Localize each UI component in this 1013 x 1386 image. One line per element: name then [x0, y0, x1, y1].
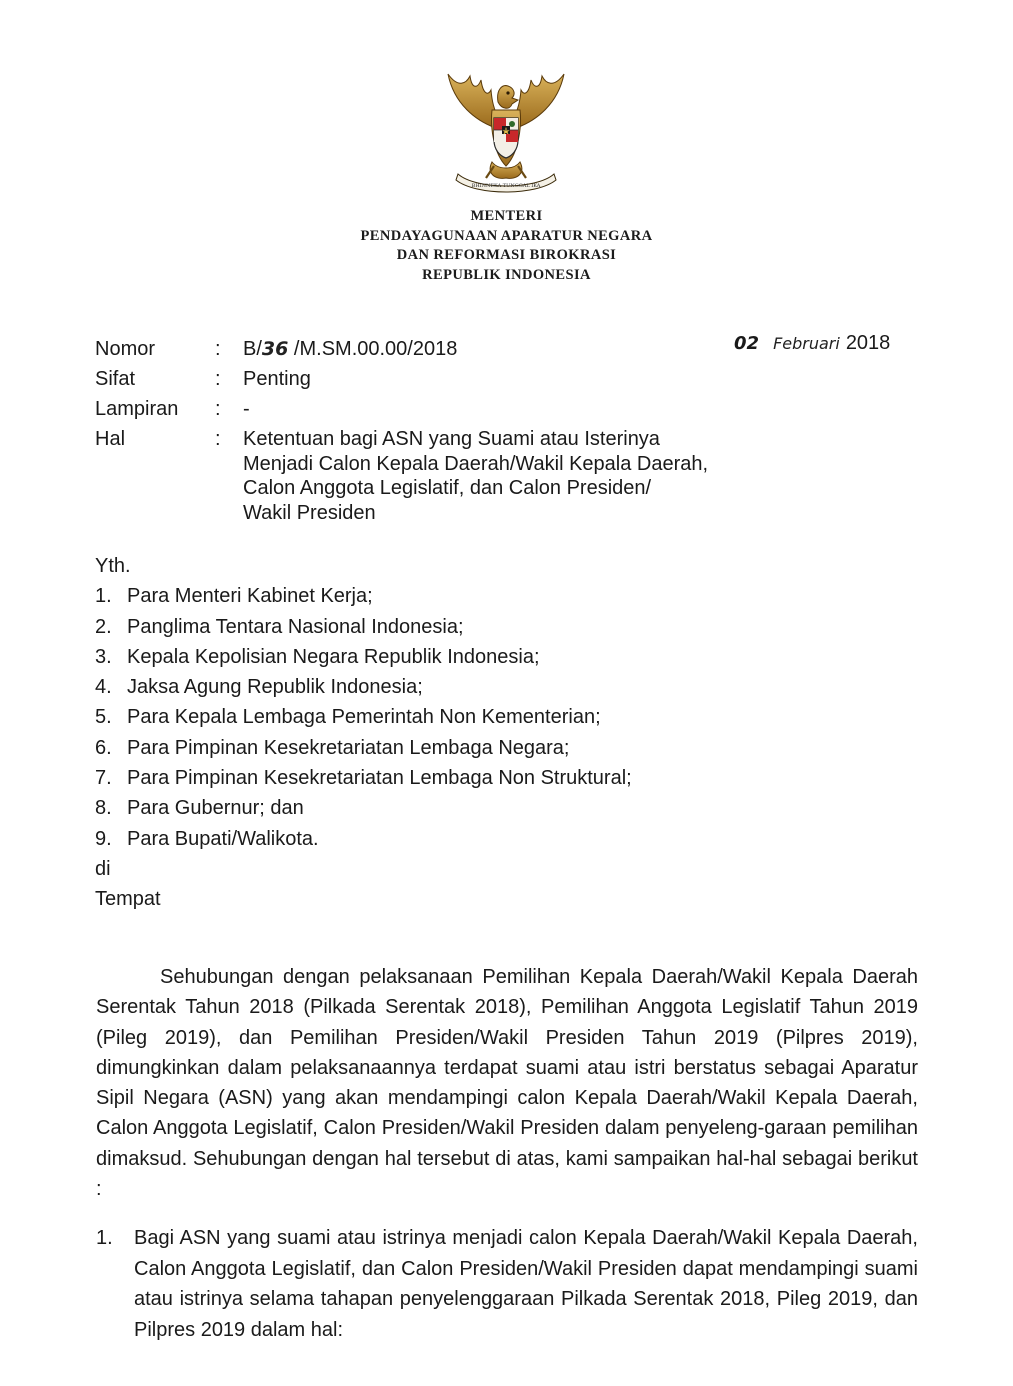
hal-line-4: Wakil Presiden [243, 501, 376, 524]
recipient-text: Para Kepala Lembaga Pemerintah Non Kementerian; [127, 706, 601, 729]
recipient-text: Para Gubernur; dan [127, 797, 304, 820]
meta-hal-colon: : [215, 428, 221, 450]
garuda-emblem-icon [436, 66, 576, 196]
meta-sifat-label: Sifat [95, 368, 136, 390]
recipient-text: Para Menteri Kabinet Kerja; [127, 585, 373, 608]
list-item [95, 824, 632, 854]
recipient-num: 7. [95, 767, 112, 790]
recipient-num: 9. [95, 827, 112, 850]
recipient-num: 3. [95, 645, 112, 668]
letter-meta [95, 334, 763, 525]
letterhead-line-4: REPUBLIK INDONESIA [422, 266, 591, 283]
recipient-text: Para Bupati/Walikota. [127, 827, 319, 850]
salutation: Yth. [95, 555, 131, 577]
recipients [95, 551, 632, 915]
meta-sifat [95, 364, 763, 394]
body-paragraph: Sehubungan dengan pelaksanaan Pemilihan Kepala Daerah/Wakil Kepala Daerah Serentak Tahun 2018 (Pilkada Serentak 2018), Pemilihan Anggota Legislatif Tahun 2019 (Pileg 2019), dan Pemilihan Presiden/Wakil Presiden Tahun 2019 (Pilpres 2019), dimungkinkan dalam pelaksanaannya terdapat suami atau istri berstatus sebagai Aparatur Sipil Negara (ASN) yang akan mendampingi calon Kepala Daerah/Wakil Kepala Daerah, Calon Anggota Legislatif, Calon Presiden/Wakil Presiden dalam penyeleng-garaan pemilihan dimaksud. Sehubungan dengan hal tersebut di atas, kami sampaikan hal-hal sebagai berikut : [96, 966, 918, 1201]
recipient-text: Kepala Kepolisian Negara Republik Indonesia; [127, 645, 540, 668]
meta-nomor-colon: : [215, 338, 221, 360]
nomor-suffix: /M.SM.00.00/2018 [288, 338, 458, 360]
meta-nomor-value [243, 334, 763, 364]
nomor-handwritten: 36 [261, 338, 289, 360]
recipient-list [95, 581, 632, 854]
list-item [95, 581, 632, 611]
meta-sifat-colon: : [215, 368, 221, 390]
list-item [95, 672, 632, 702]
meta-lampiran-label: Lampiran [95, 398, 179, 420]
emblem-motto: BHINNEKA TUNGGAL IKA [471, 183, 541, 189]
list-item [95, 733, 632, 763]
recipient-num: 2. [95, 615, 112, 638]
hal-line-3: Calon Anggota Legislatif, dan Calon Presiden/ [243, 477, 652, 499]
list-item [95, 793, 632, 823]
meta-hal [95, 424, 763, 525]
meta-hal-label: Hal [95, 428, 126, 450]
recipient-num: 5. [95, 706, 112, 729]
recipient-num: 1. [95, 585, 112, 608]
hal-line-1: Ketentuan bagi ASN yang Suami atau Isterinya [243, 428, 660, 450]
recipient-di: di [95, 857, 111, 880]
meta-lampiran-value: - [243, 398, 250, 420]
recipient-text: Para Pimpinan Kesekretariatan Lembaga Negara; [127, 736, 570, 759]
letterhead-line-3: DAN REFORMASI BIROKRASI [396, 247, 617, 263]
meta-lampiran-colon: : [215, 398, 221, 420]
recipient-text: Jaksa Agung Republik Indonesia; [127, 676, 423, 699]
hal-line-2: Menjadi Calon Kepala Daerah/Wakil Kepala Daerah, [243, 452, 709, 475]
point-text: Bagi ASN yang suami atau istrinya menjadi calon Kepala Daerah/Wakil Kepala Daerah, Calon Anggota Legislatif, dan Calon Presiden/Wakil Presiden dapat mendampingi suami atau istrinya selama tahapan penyelenggaraan Pilkada Serentak 2018, Pileg 2019, dan Pilpres 2019 dalam hal: [134, 1227, 918, 1341]
recipient-num: 4. [95, 676, 112, 699]
recipient-num: 6. [95, 736, 112, 759]
letterhead [0, 207, 1013, 285]
point-num: 1. [96, 1227, 113, 1249]
recipient-num: 8. [95, 797, 112, 820]
meta-sifat-value: Penting [243, 368, 311, 390]
date-day-handwritten: 02 [734, 333, 760, 354]
letterhead-line-1: MENTERI [470, 208, 543, 224]
meta-lampiran [95, 394, 763, 424]
recipient-tempat: Tempat [95, 888, 161, 911]
nomor-prefix: B/ [243, 338, 262, 360]
recipient-text: Panglima Tentara Nasional Indonesia; [127, 615, 464, 638]
date-year: 2018 [845, 332, 891, 354]
letterhead-line-2: PENDAYAGUNAAN APARATUR NEGARA [360, 227, 653, 244]
recipient-text: Para Pimpinan Kesekretariatan Lembaga Non Struktural; [127, 767, 632, 790]
meta-nomor [95, 334, 763, 364]
list-item [95, 702, 632, 732]
list-item [95, 642, 632, 672]
list-item [96, 1223, 918, 1345]
meta-nomor-label: Nomor [95, 338, 156, 360]
list-item [95, 763, 632, 793]
meta-hal-value [243, 424, 763, 525]
list-item [95, 612, 632, 642]
date-month-handwritten: Februari [773, 334, 840, 353]
